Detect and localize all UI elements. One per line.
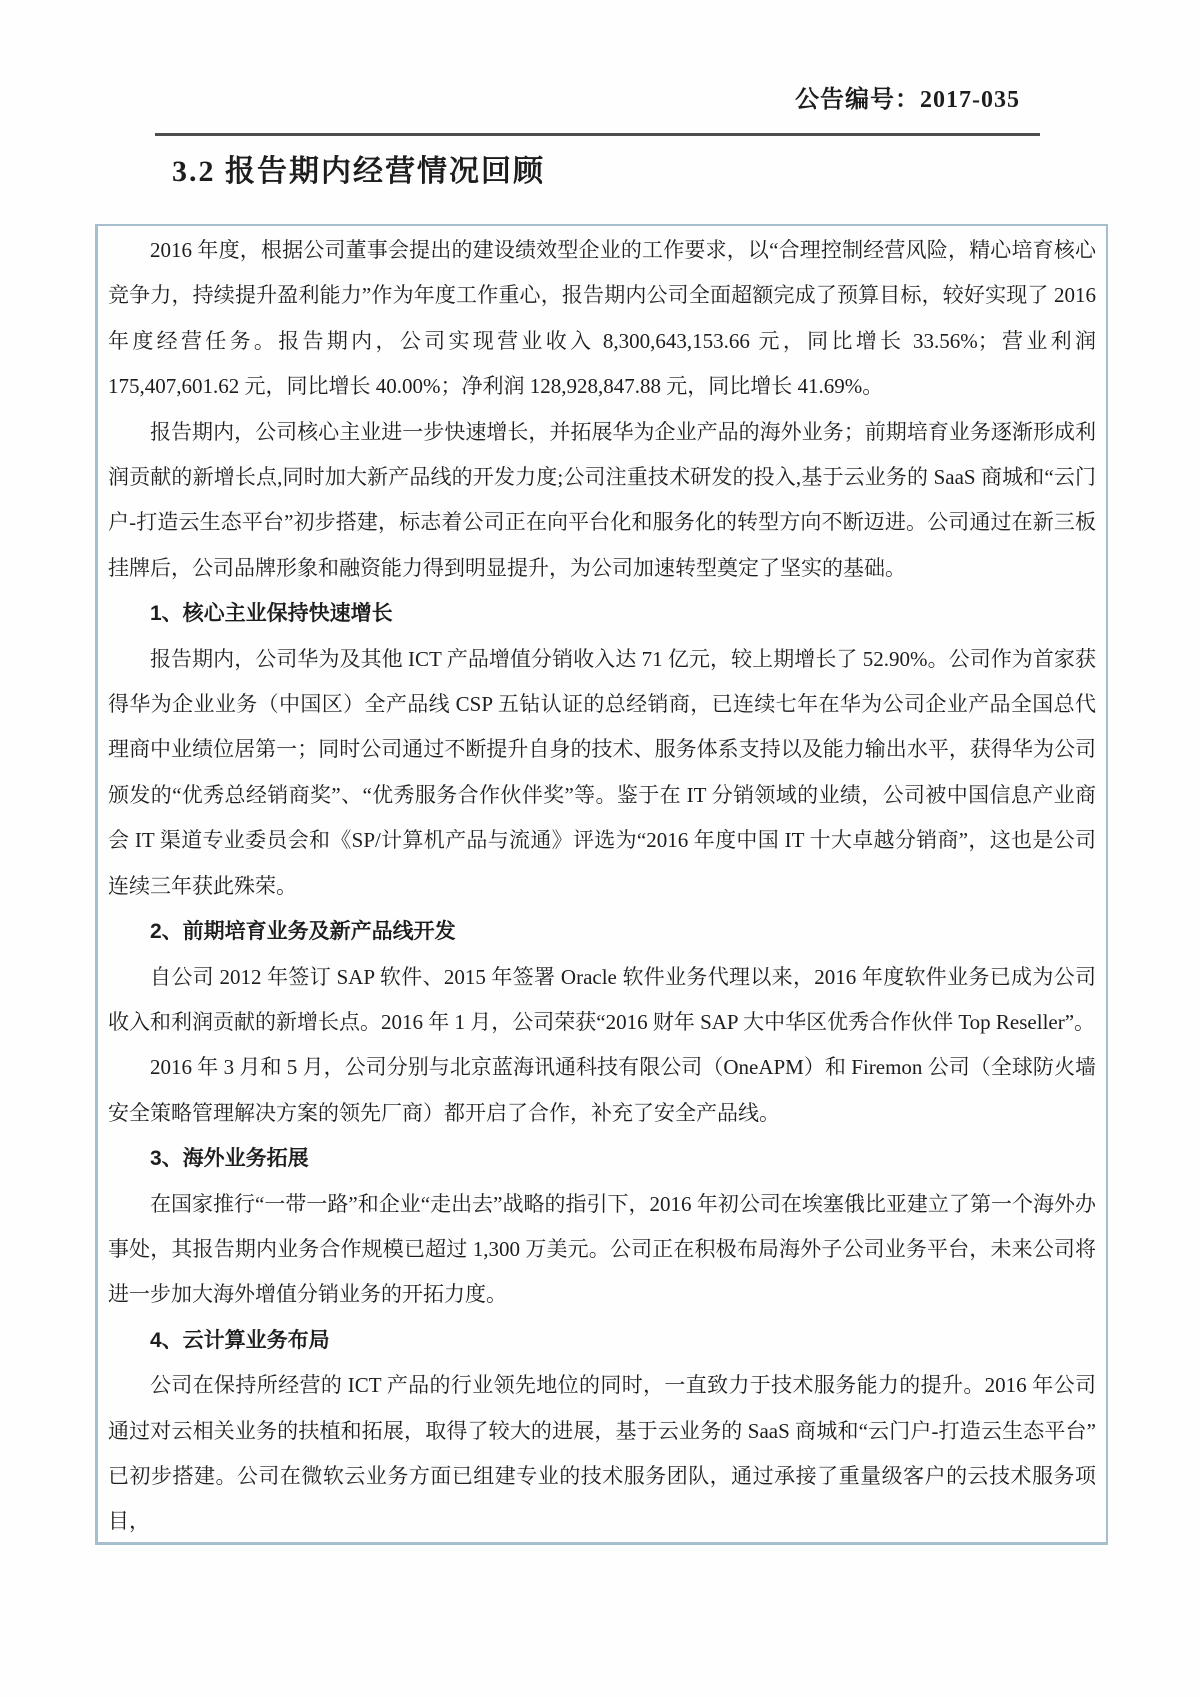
paragraph-sap-oracle-software: 自公司 2012 年签订 SAP 软件、2015 年签署 Oracle 软件业务代理以来，2016 年度软件业务已成为公司收入和利润贡献的新增长点。2016 年 1 月，公司荣获“2016 财年 SAP 大中华区优秀合作伙伴 Top Reseller”。 xyxy=(108,964,1096,1034)
subheading-core-business-growth: 1、核心主业保持快速增长 xyxy=(150,602,393,626)
paragraph-core-business-summary: 报告期内，公司核心主业进一步快速增长，并拓展华为企业产品的海外业务；前期培育业务逐渐形成利润贡献的新增长点,同时加大新产品线的开发力度;公司注重技术研发的投入,基于云业务的 SaaS 商城和“云门户-打造云生态平台”初步搭建，标志着公司正在向平台化和服务化的转型方向不断迈进。公司通过在新三板挂牌后，公司品牌形象和融资能力得到明显提升，为公司加速转型奠定了坚实的基础。 xyxy=(108,419,1096,580)
paragraph-overview: 2016 年度，根据公司董事会提出的建设绩效型企业的工作要求，以“合理控制经营风险，精心培育核心竞争力，持续提升盈利能力”作为年度工作重心，报告期内公司全面超额完成了预算目标，较好实现了 2016 年度经营任务。报告期内，公司实现营业收入 8,300,643,153.66 元，同比增长 33.56%；营业利润 175,407,601.62 元，同比增长 40.00%；净利润 128,928,847.88 元，同比增长 41.69%。 xyxy=(108,238,1096,399)
header-divider xyxy=(155,133,1040,136)
subheading-cloud-computing: 4、云计算业务布局 xyxy=(150,1328,330,1352)
paragraph-cloud-business: 公司在保持所经营的 ICT 产品的行业领先地位的同时，一直致力于技术服务能力的提升。2016 年公司通过对云相关业务的扶植和拓展，取得了较大的进展，基于云业务的 SaaS 商城和“云门户-打造云生态平台”已初步搭建。公司在微软云业务方面已组建专业的技术服务团队，通过承接了重量级客户的云技术服务项目， xyxy=(108,1373,1096,1534)
paragraph-huawei-ict-distribution: 报告期内，公司华为及其他 ICT 产品增值分销收入达 71 亿元，较上期增长了 52.90%。公司作为首家获得华为企业业务（中国区）全产品线 CSP 五钻认证的总经销商，已连续七年在华为公司企业产品全国总代理商中业绩位居第一；同时公司通过不断提升自身的技术、服务体系支持以及能力输出水平，获得华为公司颁发的“优秀总经销商奖”、“优秀服务合作伙伴奖”等。鉴于在 IT 分销领域的业绩，公司被中国信息产业商会 IT 渠道专业委员会和《SP/计算机产品与流通》评选为“2016 年度中国 IT 十大卓越分销商”，这也是公司连续三年获此殊荣。 xyxy=(108,646,1096,898)
subheading-overseas-expansion: 3、海外业务拓展 xyxy=(150,1147,309,1171)
report-content-box xyxy=(95,224,1108,1545)
paragraph-oneapm-firemon: 2016 年 3 月和 5 月，公司分别与北京蓝海讯通科技有限公司（OneAPM）和 Firemon 公司（全球防火墙安全策略管理解决方案的领先厂商）都开启了合作，补充了安全产品线。 xyxy=(108,1055,1096,1125)
subheading-new-product-lines: 2、前期培育业务及新产品线开发 xyxy=(150,920,456,944)
section-title: 3.2 报告期内经营情况回顾 xyxy=(172,155,545,188)
paragraph-overseas-office: 在国家推行“一带一路”和企业“走出去”战略的指引下，2016 年初公司在埃塞俄比亚建立了第一个海外办事处，其报告期内业务合作规模已超过 1,300 万美元。公司正在积极布局海外子公司业务平台，未来公司将进一步加大海外增值分销业务的开拓力度。 xyxy=(108,1191,1096,1307)
announcement-number: 公告编号：2017-035 xyxy=(795,87,1020,113)
